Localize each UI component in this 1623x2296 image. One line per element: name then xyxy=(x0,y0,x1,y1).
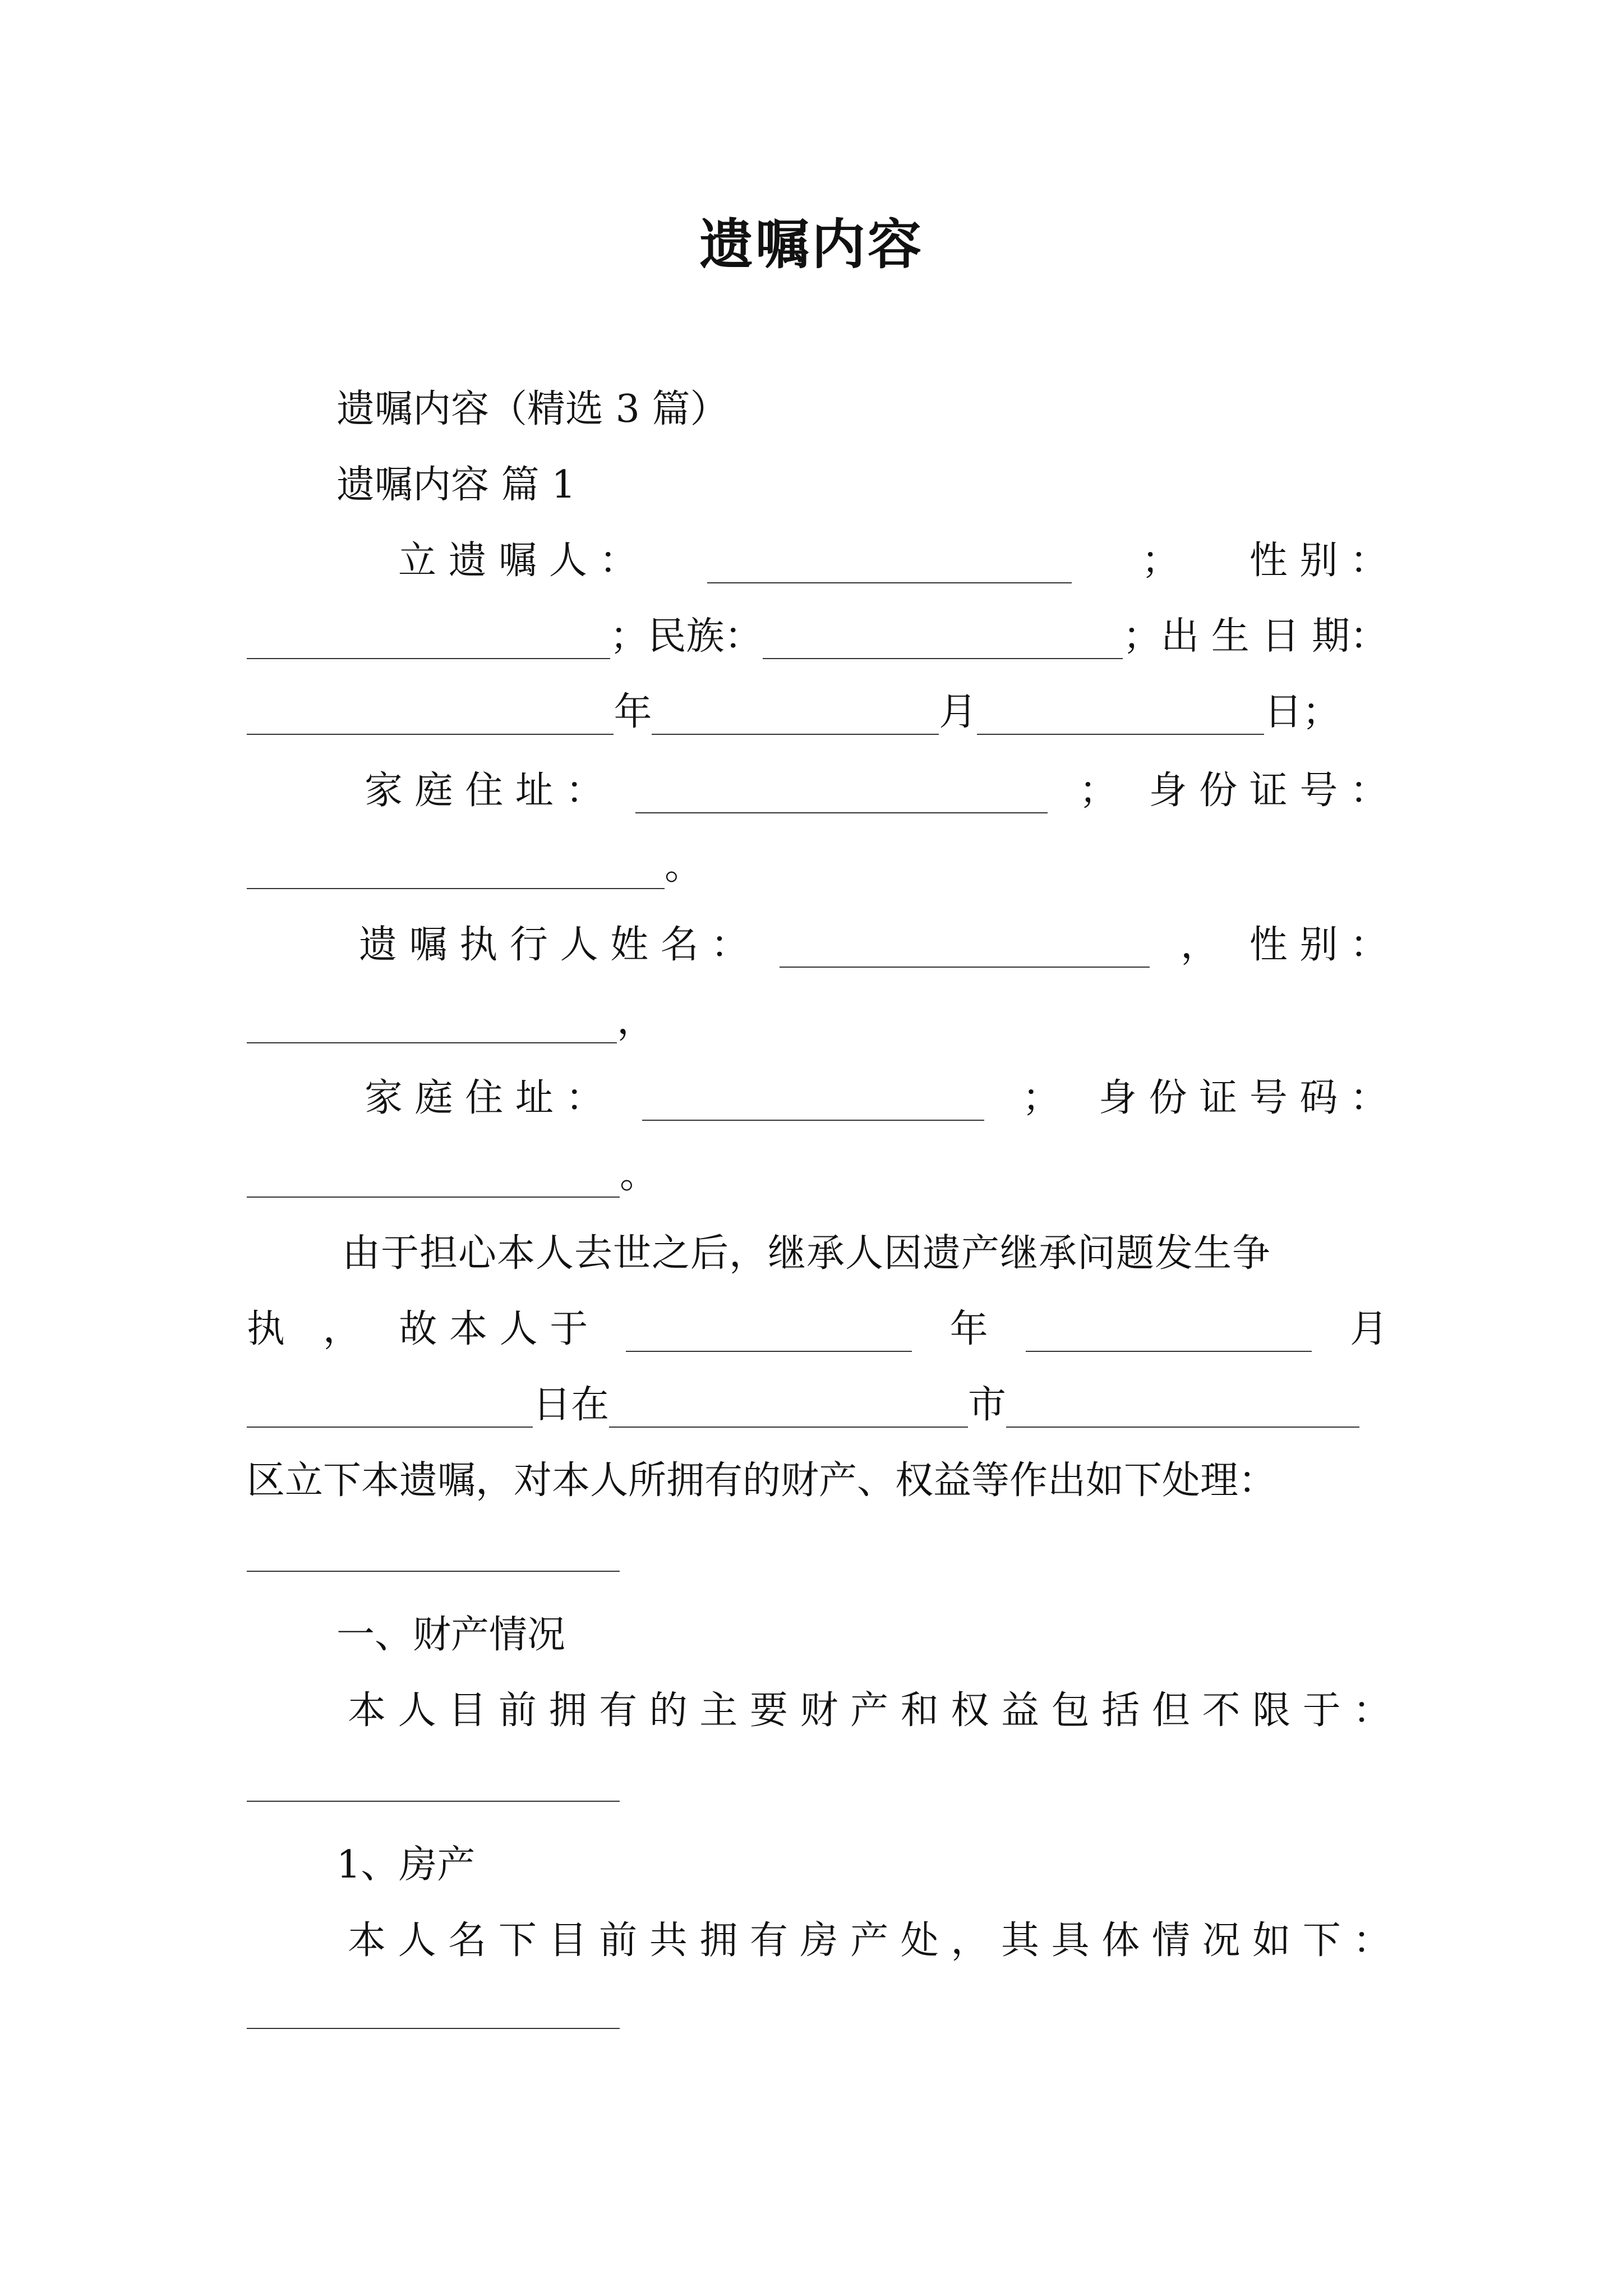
paragraph-line xyxy=(247,1307,1388,1352)
city-blank[interactable] xyxy=(609,1393,968,1428)
executor-gender-label: 性 别 ： xyxy=(1249,923,1388,967)
gender-label: 性 别 ： xyxy=(1249,539,1388,583)
paragraph-line xyxy=(247,1383,1388,1428)
executor-name-label: 遗 嘱 执 行 人 姓 名 ： xyxy=(359,923,749,967)
executor-id-blank[interactable] xyxy=(247,1163,620,1198)
executor-address-line xyxy=(365,1076,1388,1121)
id-number-line xyxy=(247,844,751,889)
house-blank[interactable] xyxy=(247,1994,620,2029)
id-number-label: 身 份 证 号 ： xyxy=(1149,769,1388,813)
gender-blank[interactable] xyxy=(247,624,610,659)
executor-address-label: 家 庭 住 址 ： xyxy=(365,1076,604,1120)
will-day-blank[interactable] xyxy=(247,1393,533,1428)
separator: ； xyxy=(1123,614,1161,659)
comma: ， xyxy=(617,999,656,1043)
month-label: 月 xyxy=(939,690,978,734)
executor-gender-blank[interactable] xyxy=(247,1009,617,1043)
year-label: 年 xyxy=(614,690,652,734)
text-fragment: 故 本 人 于 xyxy=(399,1307,588,1351)
paragraph-line: 区立下本遗嘱，对本人所拥有的财产、权益等作出如下处理： xyxy=(247,1458,1277,1503)
section-heading: 遗嘱内容 篇 1 xyxy=(336,463,576,507)
house-heading: 1、房产 xyxy=(336,1843,476,1887)
district-blank[interactable] xyxy=(1006,1393,1359,1428)
paragraph-line: 由于担心本人去世之后，继承人因遗产继承问题发生争 xyxy=(342,1231,1271,1276)
birth-year-blank[interactable] xyxy=(247,700,614,735)
birthdate-line xyxy=(247,690,1340,735)
executor-id-label: 身 份 证 号 码 ： xyxy=(1098,1076,1388,1120)
text-fragment: 执 xyxy=(247,1307,285,1351)
property-blank[interactable] xyxy=(247,1767,620,1802)
will-year-blank[interactable] xyxy=(626,1317,912,1352)
text-fragment: 年 xyxy=(949,1307,988,1351)
separator: ； xyxy=(1022,1076,1061,1120)
executor-gender-line xyxy=(247,999,695,1043)
period: 。 xyxy=(620,1153,658,1197)
text-fragment: ， xyxy=(322,1307,361,1351)
blank-line xyxy=(247,1767,639,1802)
testator-line xyxy=(398,539,1388,583)
ethnic-label: 民族： xyxy=(648,614,763,659)
executor-name-blank[interactable] xyxy=(780,933,1150,968)
address-line xyxy=(365,769,1388,813)
separator: ， xyxy=(1180,923,1219,967)
testator-label: 立 遗 嘱 人 ： xyxy=(398,539,638,583)
text-fragment: 市 xyxy=(968,1383,1007,1427)
id-number-blank[interactable] xyxy=(247,854,665,889)
executor-line xyxy=(359,923,1388,968)
house-intro: 本 人 名 下 目 前 共 拥 有 房 产 处 ， 其 具 体 情 况 如 下 ： xyxy=(348,1918,1391,1963)
birth-day-blank[interactable] xyxy=(977,700,1264,735)
birthdate-label: 出 生 日 期： xyxy=(1161,614,1388,659)
subtitle: 遗嘱内容（精选 3 篇） xyxy=(336,387,728,431)
document-title: 遗嘱内容 xyxy=(699,213,924,276)
property-heading: 一、财产情况 xyxy=(336,1613,566,1657)
period: 。 xyxy=(665,844,703,889)
address-blank[interactable] xyxy=(635,779,1048,813)
separator: ； xyxy=(1079,769,1118,813)
executor-address-blank[interactable] xyxy=(642,1086,984,1121)
property-intro: 本 人 目 前 拥 有 的 主 要 财 产 和 权 益 包 括 但 不 限 于 ： xyxy=(348,1688,1391,1733)
ethnic-line xyxy=(247,614,1388,659)
text-fragment: 日在 xyxy=(533,1383,610,1427)
testator-name-blank[interactable] xyxy=(707,549,1072,583)
day-label: 日； xyxy=(1264,690,1340,734)
executor-id-line xyxy=(247,1153,695,1198)
disposition-blank[interactable] xyxy=(247,1537,620,1572)
text-fragment: 月 xyxy=(1349,1307,1388,1351)
blank-line xyxy=(247,1994,639,2029)
separator: ； xyxy=(610,614,648,659)
birth-month-blank[interactable] xyxy=(652,700,939,735)
ethnic-blank[interactable] xyxy=(763,624,1123,659)
blank-line xyxy=(247,1537,639,1572)
will-month-blank[interactable] xyxy=(1026,1317,1312,1352)
separator: ； xyxy=(1141,539,1180,583)
address-label: 家 庭 住 址 ： xyxy=(365,769,604,813)
